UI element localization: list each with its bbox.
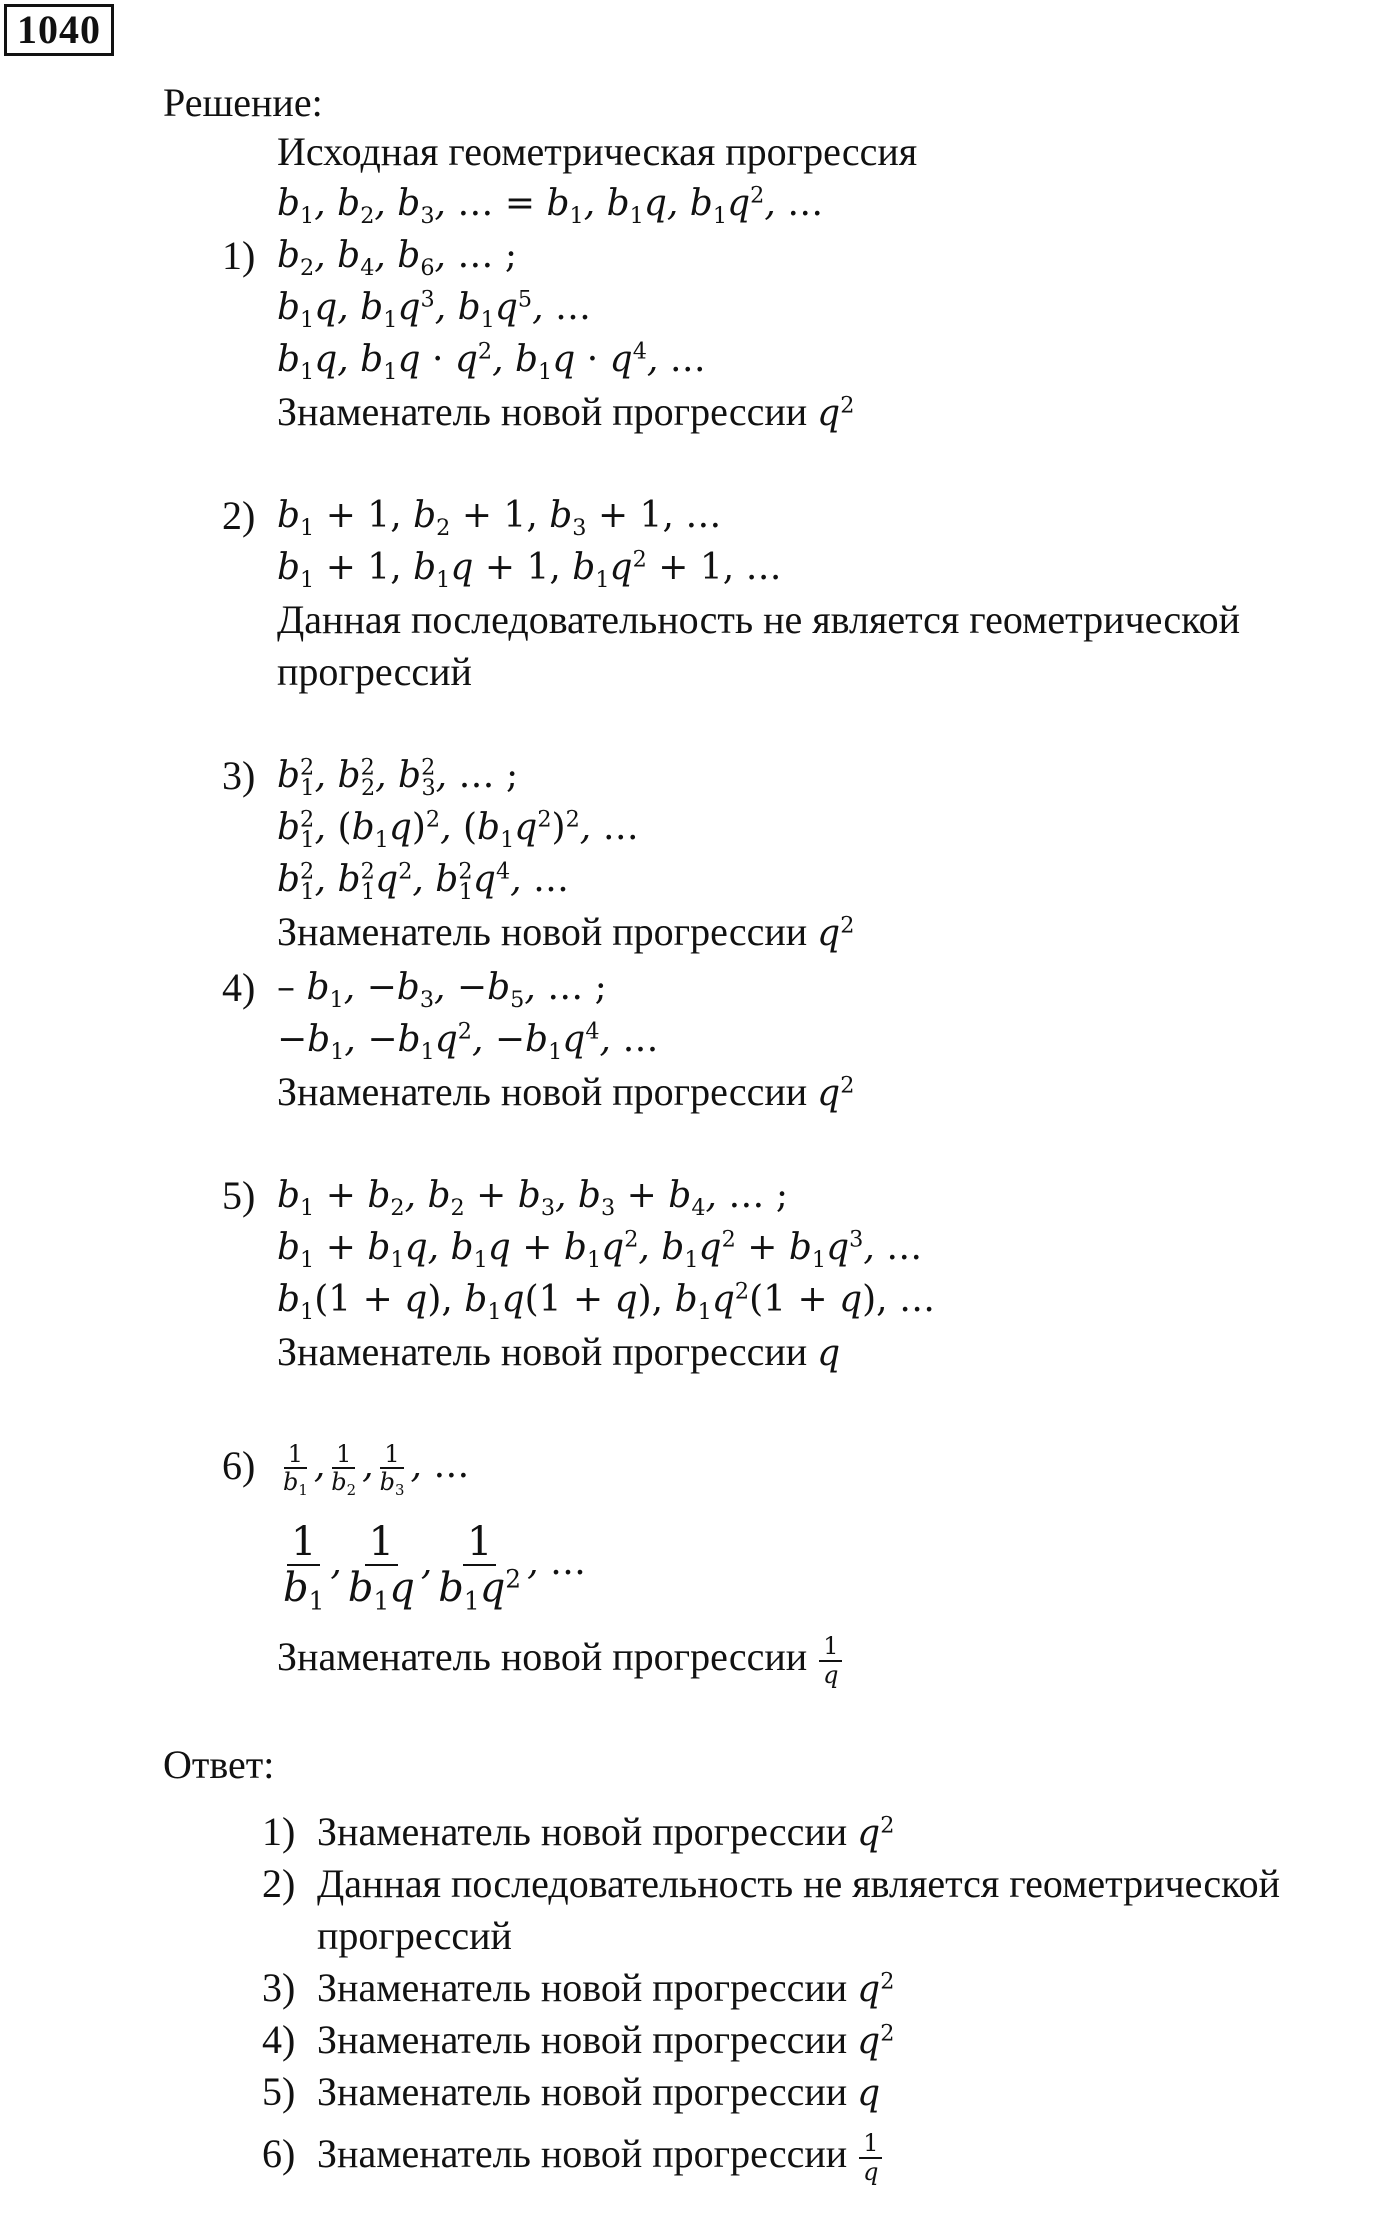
answer-3-marker: 3) — [262, 1965, 296, 2010]
part-5-conclusion: Знаменатель новой прогрессии q — [277, 1329, 841, 1374]
answer-1-text: Знаменатель новой прогрессии $q^2$ — [317, 1809, 895, 1854]
part-4-formula-1: – $b_1$, $-b_3$, $-b_5$, … ; — [277, 967, 607, 1013]
part-3-conclusion: Знаменатель новой прогрессии $q^2$ — [277, 909, 855, 954]
intro-text: Исходная геометрическая прогрессия — [277, 129, 918, 174]
answer-4-text: Знаменатель новой прогрессии $q^2$ — [317, 2017, 895, 2062]
answer-2-text-line2: прогрессий — [317, 1913, 512, 1958]
part-5-marker: 5) — [222, 1173, 256, 1218]
part-6-conclusion: Знаменатель новой прогрессии $\frac{1}{q}$ — [277, 1622, 845, 1692]
answer-5-text: Знаменатель новой прогрессии q — [317, 2069, 881, 2114]
part-1-formula-1: $b_2$, $b_4$, $b_6$, … ; — [277, 235, 517, 281]
answer-4-marker: 4) — [262, 2017, 296, 2062]
answer-1-marker: 1) — [262, 1809, 296, 1854]
part-1-marker: 1) — [222, 233, 256, 278]
part-2-conclusion-line2: прогрессий — [277, 649, 472, 694]
answer-6-text: Знаменатель новой прогрессии $\frac{1}{q}$ — [317, 2116, 885, 2192]
answer-6-marker: 6) — [262, 2131, 296, 2176]
part-6-marker: 6) — [222, 1443, 256, 1488]
solution-heading: Решение: — [163, 80, 323, 125]
part-3-formula-2: $b^2_1$, $(b_1q)^2$, $(b_1q^2)^2$, … — [277, 806, 639, 853]
part-4-formula-2: $-b_1$, $-b_1q^2$, $-b_1q^4$, … — [277, 1018, 659, 1065]
part-5-formula-1: $b_1 + b_2$, $b_2 + b_3$, $b_3 + b_4$, … ; — [277, 1175, 788, 1221]
answer-2-marker: 2) — [262, 1861, 296, 1906]
problem-number: 1040 — [4, 4, 114, 56]
part-3-formula-1: $b^2_1$, $b^2_2$, $b^2_3$, … ; — [277, 754, 519, 801]
answer-3-text: Знаменатель новой прогрессии $q^2$ — [317, 1965, 895, 2010]
part-2-conclusion-line1: Данная последовательность не является геометрической — [277, 597, 1240, 642]
answer-2-text-line1: Данная последовательность не является геометрической — [317, 1861, 1280, 1906]
part-2-formula-2: $b_1 + 1$, $b_1q + 1$, $b_1q^2 + 1$, … — [277, 546, 782, 593]
part-1-formula-3: $b_1q$, $b_1q \cdot q^2$, $b_1q \cdot q^4$, … — [277, 338, 706, 385]
part-6-formula-2: $\frac{1}{b_1}$ , $\frac{1}{b_1q}$ , $\frac{1}{b_1q^2}$ , … — [283, 1519, 586, 1616]
part-5-formula-3: $b_1(1 + q)$, $b_1q(1 + q)$, $b_1q^2(1 + q)$, … — [277, 1278, 936, 1325]
part-4-marker: 4) — [222, 965, 256, 1010]
part-3-marker: 3) — [222, 753, 256, 798]
part-6-formula-1: $\frac{1}{b_1}$ , $\frac{1}{b_2}$ , $\frac{1}{b_3}$ , … — [283, 1439, 470, 1500]
part-1-formula-2: $b_1q$, $b_1q^3$, $b_1q^5$, … — [277, 286, 591, 333]
part-4-conclusion: Знаменатель новой прогрессии $q^2$ — [277, 1069, 855, 1114]
intro-formula: $b_1$, $b_2$, $b_3$, … = $b_1$, $b_1q$, $b_1q^2$, … — [277, 182, 824, 229]
part-1-conclusion: Знаменатель новой прогрессии $q^2$ — [277, 389, 855, 434]
answer-5-marker: 5) — [262, 2069, 296, 2114]
part-2-marker: 2) — [222, 493, 256, 538]
part-3-formula-3: $b^2_1$, $b^2_1q^2$, $b^2_1q^4$, … — [277, 858, 570, 905]
answer-heading: Ответ: — [163, 1742, 275, 1787]
part-2-formula-1: $b_1 + 1$, $b_2 + 1$, $b_3 + 1$, … — [277, 495, 722, 541]
part-5-formula-2: $b_1 + b_1q$, $b_1q + b_1q^2$, $b_1q^2 + b_1q^3$, … — [277, 1226, 923, 1273]
